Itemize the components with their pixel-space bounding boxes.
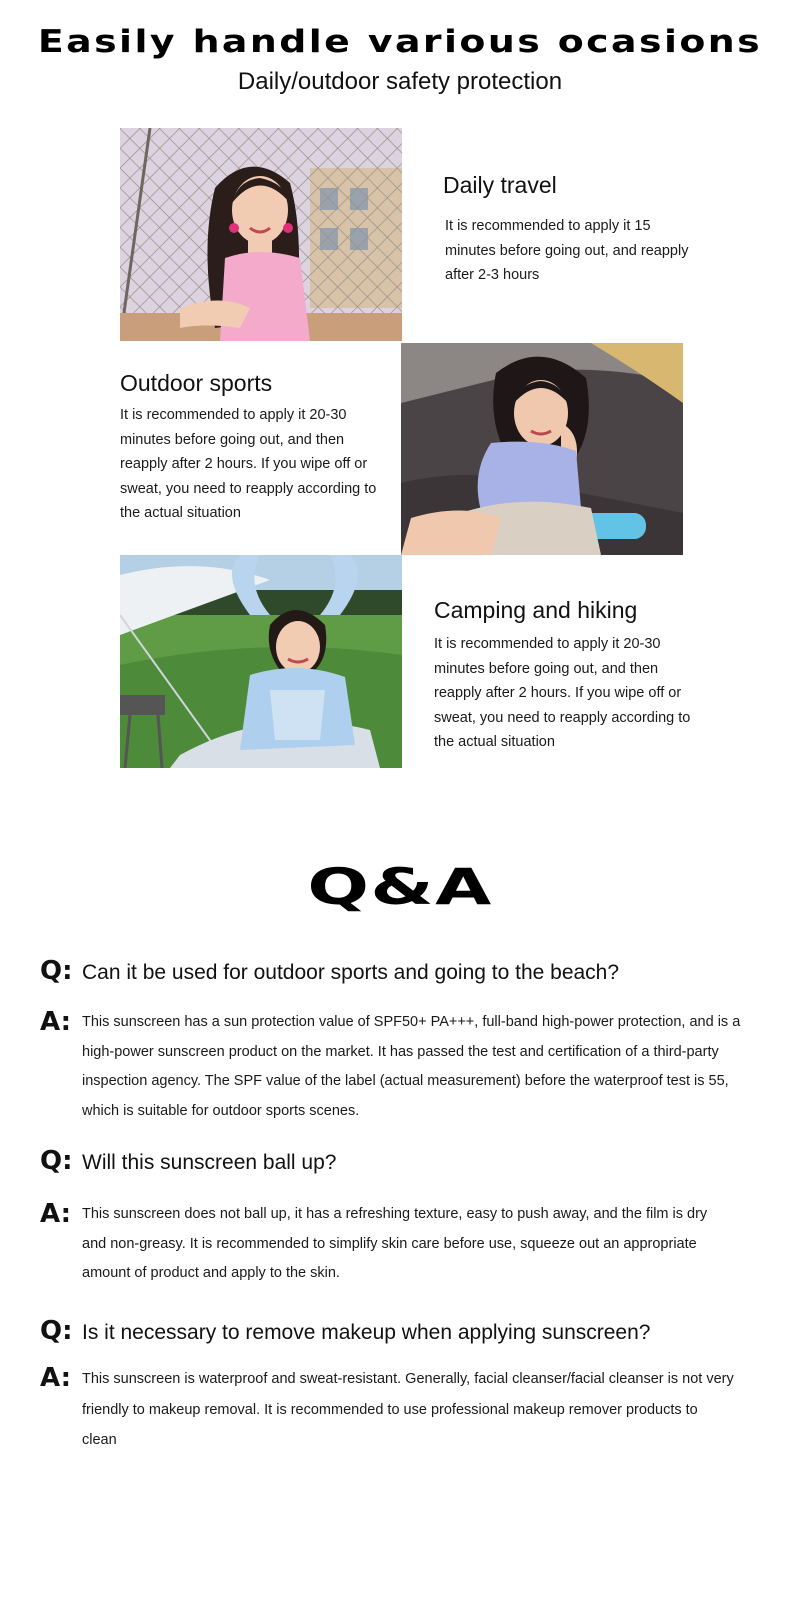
q-mark: Q: [40,956,73,986]
question-3 [40,1316,780,1346]
answer-3 [40,1364,770,1456]
page-title: Easily handle various ocasions [37,24,763,60]
section-title-daily-travel: Daily travel [443,172,557,198]
page-subtitle: Daily/outdoor safety protection [237,68,563,95]
section-body-outdoor-sports: It is recommended to apply it 20-30 minutes before going out, and then reapply after 2 hours. If you wipe off or sweat, you need to reapply according to the actual situation [120,407,377,521]
question-text: Can it be used for outdoor sports and going to the beach? [82,961,620,984]
daily-travel-photo [120,128,402,341]
section-body-camping-hiking: It is recommended to apply it 20-30 minutes before going out, and then reapply after 2 hours. If you wipe off or sweat, you need to reapply according to the actual situation [434,636,691,750]
question-text: Will this sunscreen ball up? [82,1151,337,1174]
answer-1 [40,1008,770,1126]
answer-text: This sunscreen does not ball up, it has a refreshing texture, easy to push away, and the film is dry and non-greasy. It is recommended to simplify skin care before use, squeeze out an appropriate amount of product and apply to the skin. [82,1206,708,1281]
a-mark: A: [40,1363,72,1393]
question-2 [40,1146,780,1176]
answer-text: This sunscreen has a sun protection value of SPF50+ PA+++, full-band high-power protection, and is a high-power sunscreen product on the market. It has passed the test and certification of a third-party inspection agency. The SPF value of the label (actual measurement) before the waterproof test is 55, which is suitable for outdoor sports scenes. [82,1014,741,1119]
outdoor-sports-photo [401,343,683,555]
camping-hiking-photo [120,555,402,768]
qa-title: Q&A [307,858,493,916]
a-mark: A: [40,1007,72,1037]
answer-2 [40,1200,770,1289]
answer-text: This sunscreen is waterproof and sweat-resistant. Generally, facial cleanser/facial cleanser is not very friendly to makeup removal. It is recommended to use professional makeup remover products to clean [82,1371,734,1448]
a-mark: A: [40,1199,72,1229]
section-title-outdoor-sports: Outdoor sports [120,370,273,396]
question-1 [40,956,780,986]
section-title-camping-hiking: Camping and hiking [434,597,638,623]
question-text: Is it necessary to remove makeup when applying sunscreen? [82,1321,651,1344]
q-mark: Q: [40,1146,73,1176]
q-mark: Q: [40,1316,73,1346]
section-body-daily-travel: It is recommended to apply it 15 minutes before going out, and reapply after 2-3 hours [445,218,689,283]
